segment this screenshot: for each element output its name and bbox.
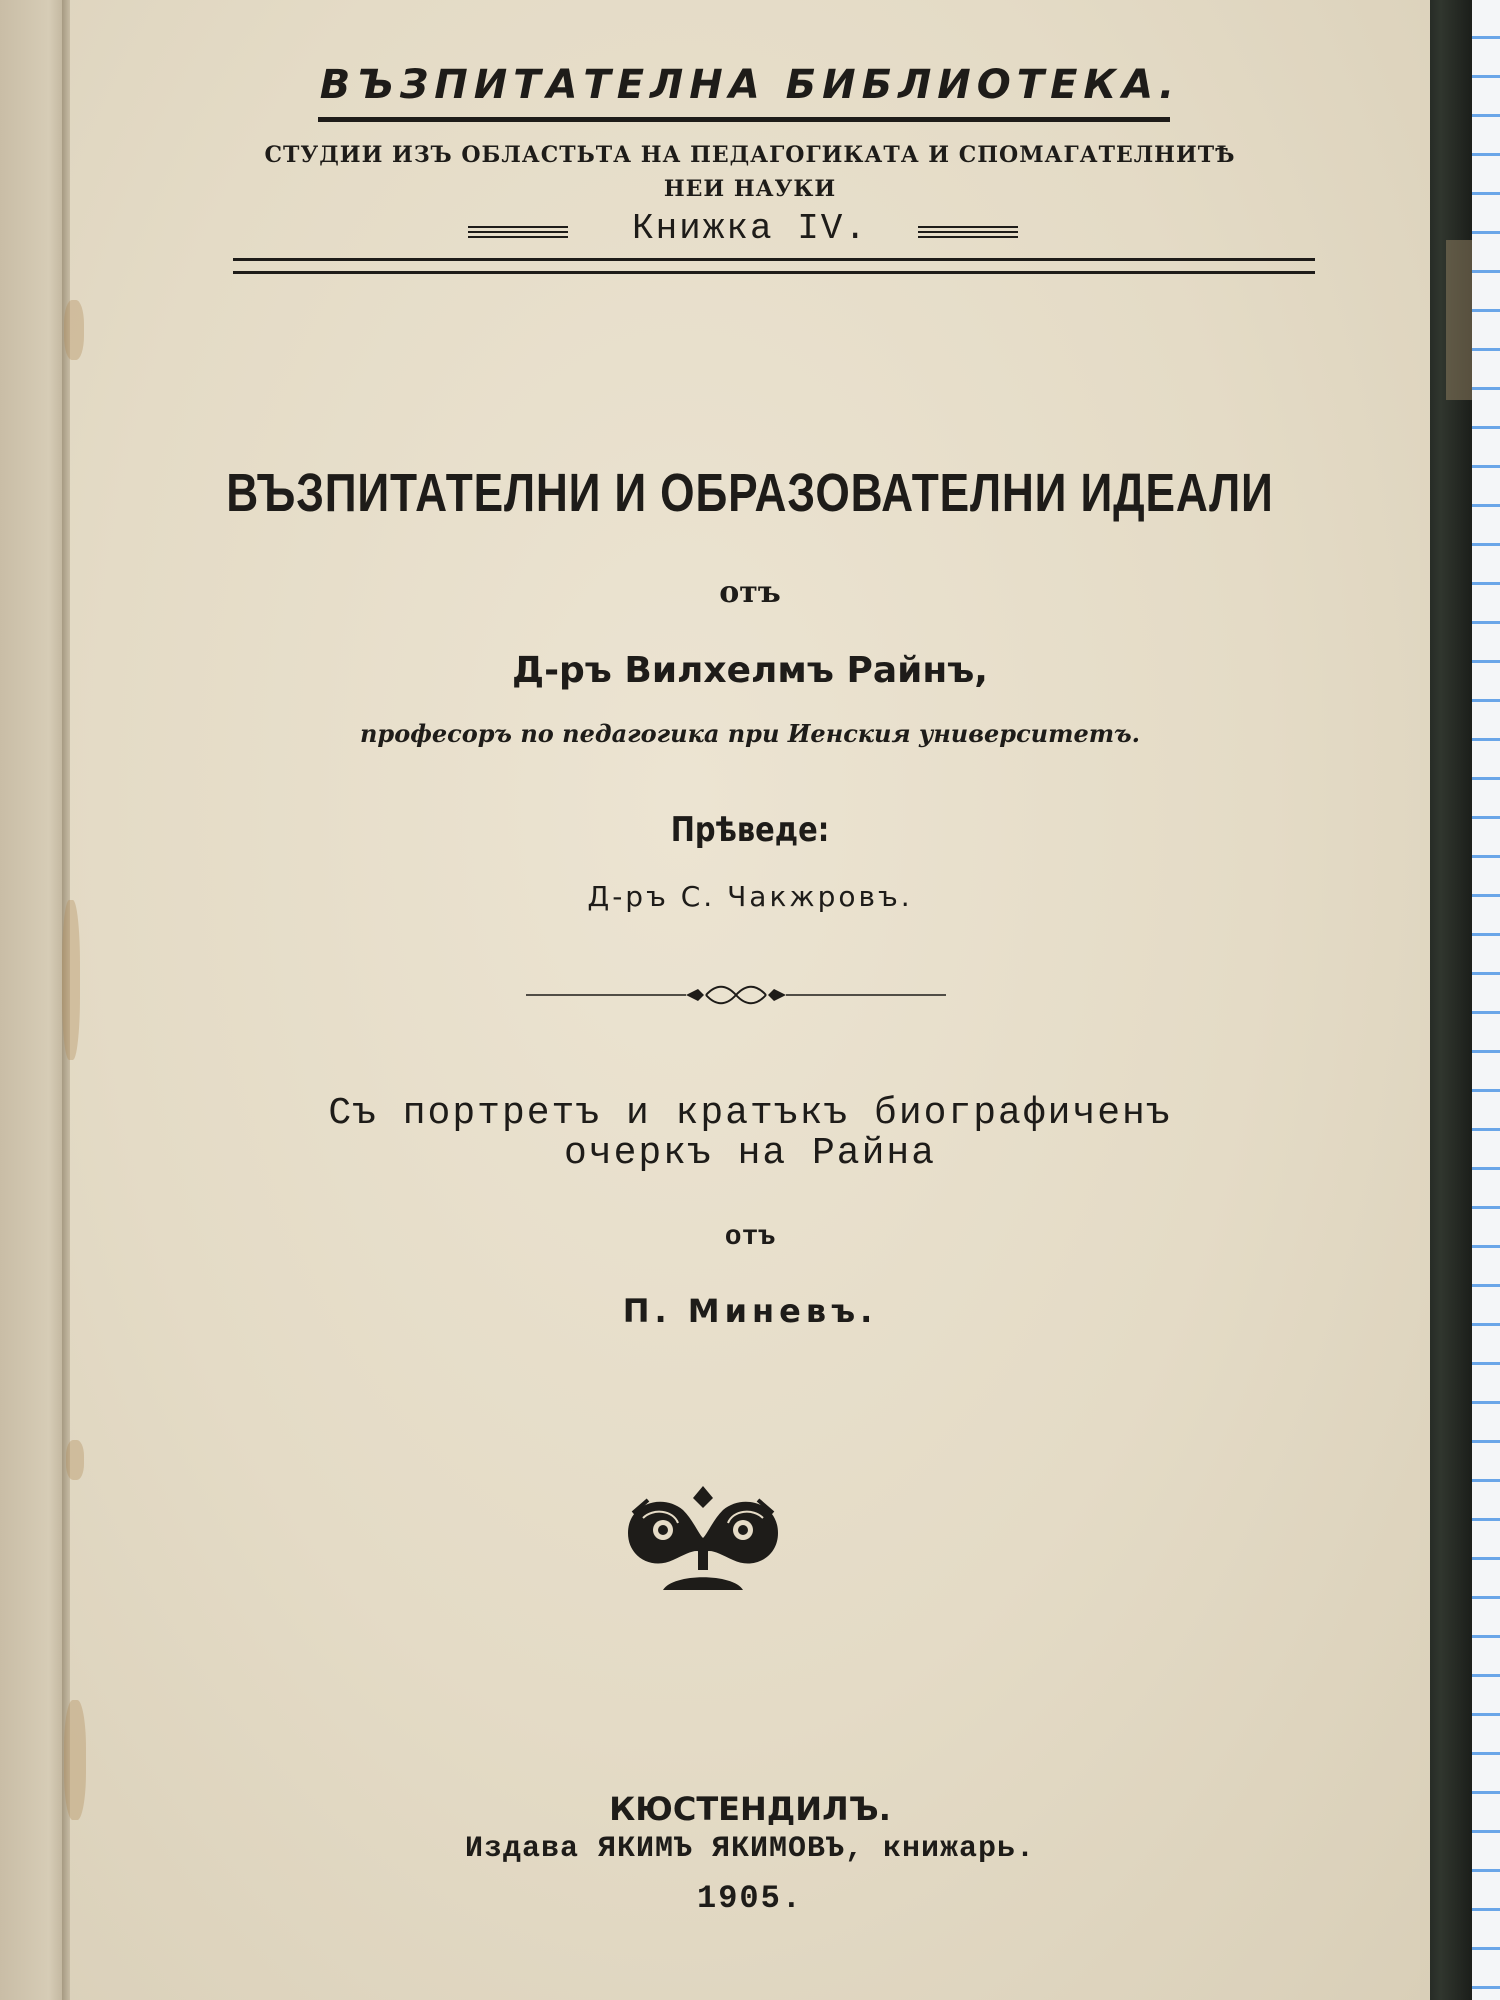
author-name: Д-ръ Вилхелмъ Райнъ, [512,650,988,691]
paper-stain [62,900,80,1060]
translated-by-label: Прѣведе: [670,810,830,850]
by-label: отъ [719,575,781,610]
notebook-paper-edge [1472,0,1500,2000]
ornamental-divider [526,980,946,1010]
series-subtitle-line1: СТУДИИ ИЗЪ ОБЛАСТЬТА НА ПЕДАГОГИКАТА И СПОМАГАТЕЛНИТѢ [264,142,1236,168]
author-affiliation: професоръ по педагогика при Иенския университетъ. [359,719,1140,748]
book-title: ВЪЗПИТАТЕЛНИ И ОБРАЗОВАТЕЛНИ ИДЕАЛИ [226,463,1274,523]
supplement-line2: очеркъ на Райна [563,1132,937,1175]
translator-name: Д-ръ С. Чакжровъ. [587,880,913,913]
imprint-publisher: Издава ЯКИМЪ ЯКИМОВЪ, книжарь. [464,1832,1036,1866]
booklet-row [70,208,1430,248]
paper-stain [66,1440,84,1480]
biographer-name: П. Миневъ. [622,1292,878,1330]
previous-page-edge [0,0,70,2000]
supplement-line1: Съ портретъ и кратъкъ биографиченъ [328,1092,1172,1135]
supplement-by-label: отъ [724,1222,776,1253]
header-double-rule [233,258,1315,274]
series-subtitle-line2: НЕИ НАУКИ [663,176,837,202]
imprint-city: КЮСТЕНДИЛЪ. [609,1790,891,1828]
binding-worn-edge [1446,240,1472,400]
paper-stain [64,300,84,360]
booklet-number: Книжка IV. [631,208,869,249]
floral-vignette-icon [618,1478,788,1593]
title-page [70,0,1430,2000]
series-title: ВЪЗПИТАТЕЛНА БИБЛИОТЕКА. [319,62,1181,108]
series-title-underline [318,117,1170,122]
right-decorative-lines [918,226,1018,240]
imprint-year: 1905. [696,1880,803,1917]
